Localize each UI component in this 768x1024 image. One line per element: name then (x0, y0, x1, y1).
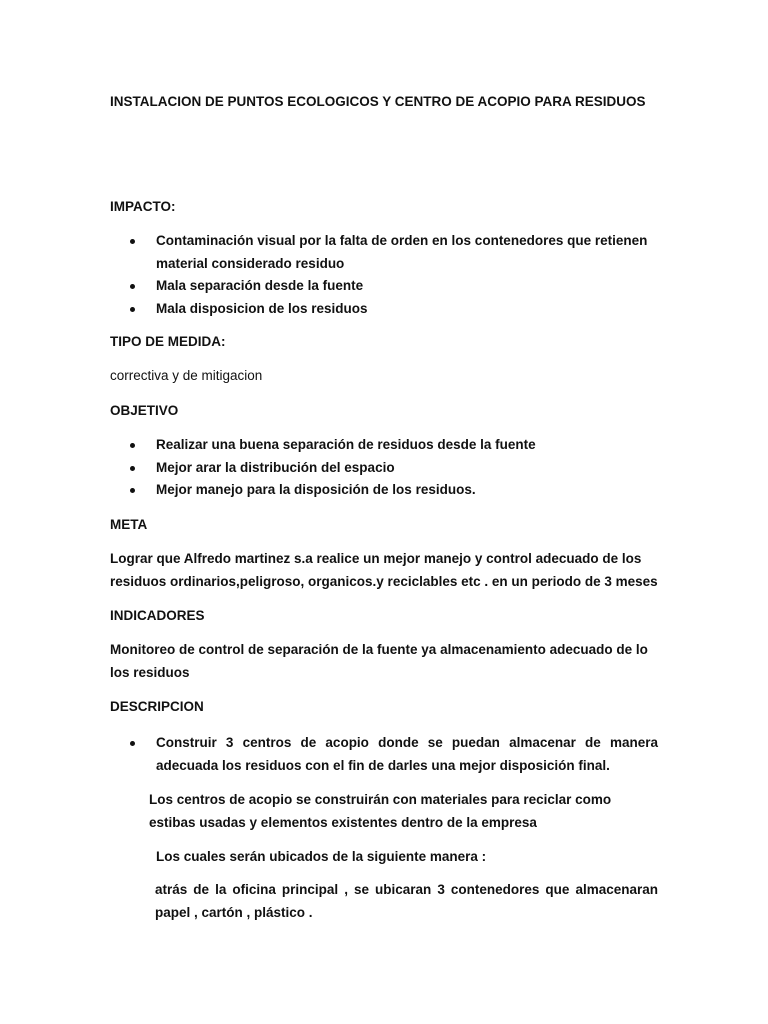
list-item-text: Mejor arar la distribución del espacio (156, 459, 395, 475)
list-item (110, 479, 658, 502)
section-label-meta: META (110, 517, 148, 532)
list-item-text: Mejor manejo para la disposición de los residuos. (156, 482, 476, 497)
list-item-text: Mala disposicion de los residuos (156, 300, 368, 316)
bullet-icon (130, 284, 135, 289)
section-label-indicadores: INDICADORES (110, 608, 205, 623)
section-label-impacto: IMPACTO: (110, 199, 176, 214)
descripcion-paragraph: Los centros de acopio se construirán con materiales para reciclar como estibas usadas y elementos existentes dentro de la empresa (149, 792, 612, 830)
impacto-list (110, 230, 658, 320)
bullet-icon (130, 239, 135, 244)
section-label-tipo-medida: TIPO DE MEDIDA: (110, 334, 226, 349)
bullet-icon (130, 466, 135, 471)
bullet-icon (130, 307, 135, 312)
descripcion-paragraph: atrás de la oficina principal , se ubicaran 3 contenedores que almacenaran papel , cartón , plástico . (155, 882, 658, 920)
bullet-icon (130, 443, 135, 448)
section-label-descripcion: DESCRIPCION (110, 699, 204, 714)
descripcion-list (110, 732, 658, 777)
list-item (110, 457, 658, 480)
objetivo-list (110, 434, 658, 502)
list-item (110, 230, 658, 275)
list-item (110, 275, 658, 298)
list-item (110, 298, 658, 321)
descripcion-paragraph: Los cuales serán ubicados de la siguiente manera : (156, 849, 487, 864)
document-title: INSTALACION DE PUNTOS ECOLOGICOS Y CENTRO DE ACOPIO PARA RESIDUOS (110, 94, 646, 109)
indicadores-text: Monitoreo de control de separación de la fuente ya almacenamiento adecuado de lo los residuos (110, 642, 648, 680)
bullet-icon (130, 488, 135, 493)
list-item-text: Mala separación desde la fuente (156, 278, 364, 293)
list-item-text: Contaminación visual por la falta de orden en los contenedores que retienen material considerado residuo (156, 233, 648, 271)
list-item (110, 732, 658, 777)
bullet-icon (130, 741, 135, 746)
list-item-text: Realizar una buena separación de residuos desde la fuente (156, 437, 536, 452)
list-item-text: Construir 3 centros de acopio donde se puedan almacenar de manera adecuada los residuos con el fin de darles una mejor disposición final. (156, 735, 658, 773)
list-item (110, 434, 658, 457)
tipo-medida-value: correctiva y de mitigacion (110, 368, 263, 383)
section-label-objetivo: OBJETIVO (110, 403, 179, 418)
meta-text: Lograr que Alfredo martinez s.a realice un mejor manejo y control adecuado de los residuos ordinarios,peligroso, organicos.y reciclables etc . en un periodo de 3 meses (110, 551, 658, 589)
